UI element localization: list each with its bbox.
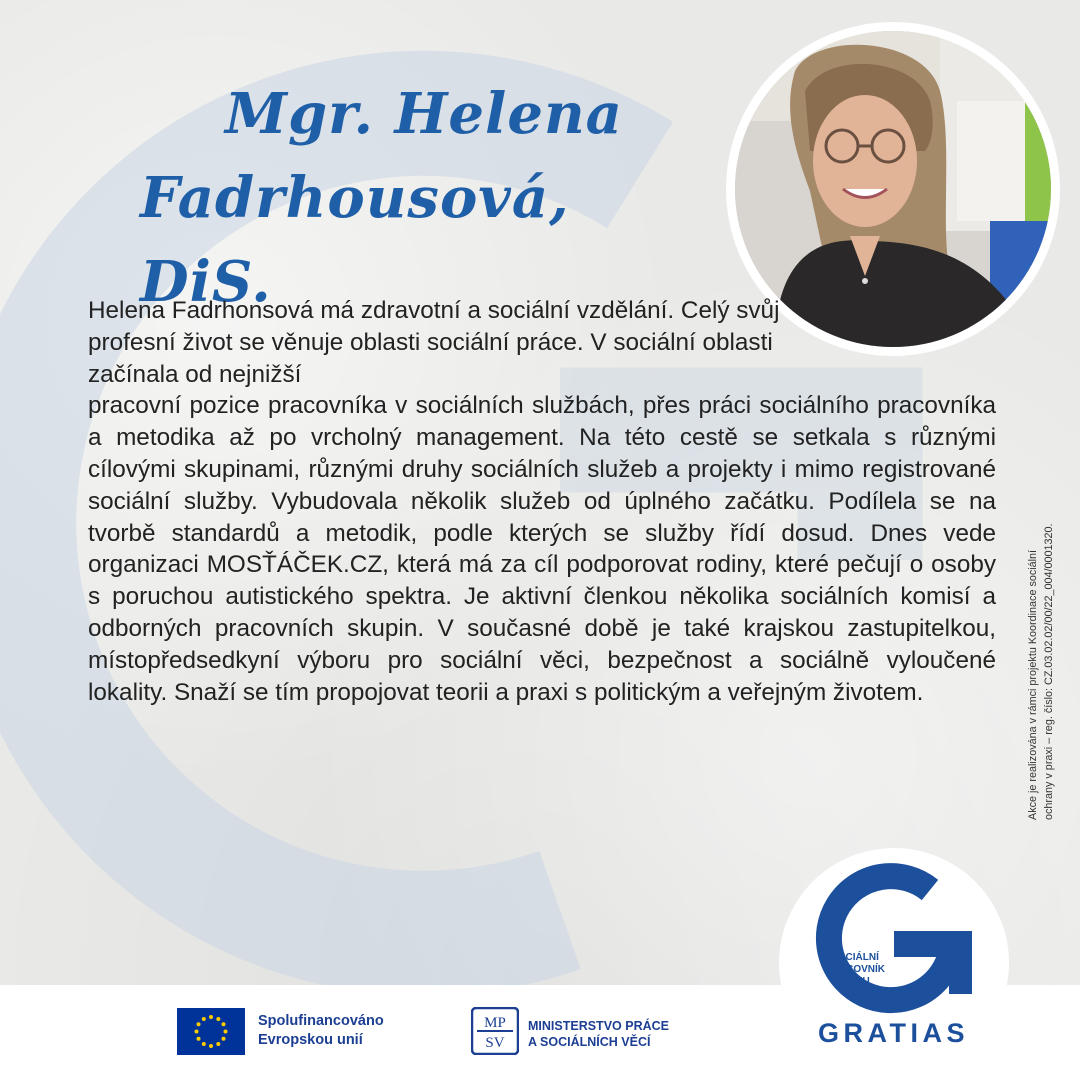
gratias-wordmark: GRATIAS [818,1018,969,1048]
badge-line-4: 2025 [843,988,867,999]
mpsv-logo-icon [471,1007,519,1055]
ministry-label [528,1018,669,1050]
eu-cofinancing-label [258,1012,384,1050]
badge-line-1: SOCIÁLNÍ [831,952,879,963]
eu-line-1: Spolufinancováno [258,1013,384,1029]
project-disclaimer [1025,440,1080,820]
badge-line-2: PRACOVNÍK [824,964,885,975]
eu-line-2: Evropskou unií [258,1032,363,1048]
person-name [140,72,700,324]
disclaimer-line-1: Akce je realizována v rámci projektu Koordinace sociální [1027,549,1039,820]
badge-line-3: ROKU [840,976,870,987]
eu-flag-icon [177,1008,245,1055]
name-line-1: Mgr. Helena [225,81,623,147]
svg-text:SV: SV [485,1035,505,1051]
name-line-2: Fadrhousová, DiS. [140,165,570,315]
svg-text:MP: MP [484,1015,506,1031]
ministry-line-2: A SOCIÁLNÍCH VĚCÍ [528,1035,651,1049]
disclaimer-line-2: ochrany v praxi – reg. číslo: CZ.03.02.02/00/22_004/0001320. [1043,523,1055,820]
bio-body: pracovní pozice pracovníka v sociálních službách, přes práci sociálního pracovníka a metodika až po vrcholný management. Na této cestě se setkala s různými cílovými skupinami, různými druhy sociálních služeb a projekty i mimo registrované sociální služby. Vybudovala několik služeb od úplného začátku. Podílela se na tvorbě standardů a metodik, podle kterých se služby řídí dosud. Dnes vede organizaci MOSŤÁČEK.CZ, která má za cíl podporovat rodiny, které pečují o osoby s poruchou autistického spektra. Je aktivní členkou několika sociálních komisí a odborných pracovních skupin. V současné době je také krajskou zastupitelkou, místopředsedkyní výboru pro sociální věci, bezpečnost a sociálně vyloučené lokality. Snaží se tím propojovat teorii a praxi s politickým a veřejným životem. [88,392,996,706]
ministry-line-1: MINISTERSTVO PRÁCE [528,1019,669,1033]
gratias-subtitle [815,952,895,1000]
bio-text [88,295,996,708]
bio-intro: Helena Fadrhonsová má zdravotní a sociální vzdělání. Celý svůj profesní život se věnuje oblasti sociální práce. V sociální oblasti začínala od nejnižší [88,297,780,388]
